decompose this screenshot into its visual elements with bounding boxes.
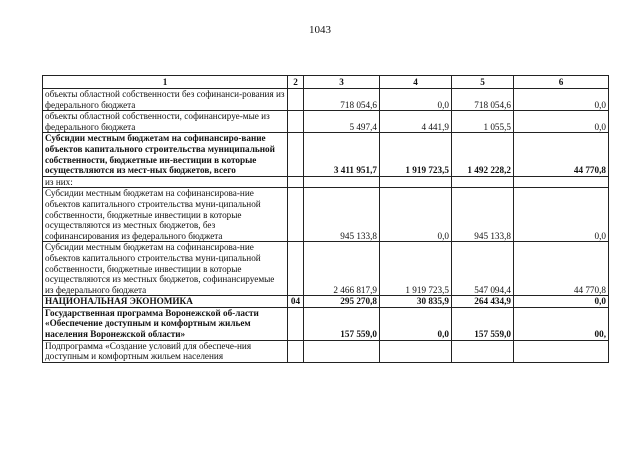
table-header-row: [43, 76, 609, 89]
row-total-cell: 3 411 951,7: [304, 133, 380, 176]
row-total-cell: 157 559,0: [304, 307, 380, 340]
table-row: [43, 340, 609, 362]
row-name-cell: Государственная программа Воронежской об-ласти «Обеспечение доступным и комфортным жильем населения Воронежской области»: [43, 307, 288, 340]
table-row: [43, 111, 609, 133]
row-code-cell: [288, 242, 304, 296]
row-name-cell: объекты областной собственности без софинанси-рования из федерального бюджета: [43, 89, 288, 111]
row-total-cell: [304, 340, 380, 362]
row-name-cell: НАЦИОНАЛЬНАЯ ЭКОНОМИКА: [43, 296, 288, 308]
row-name-cell: объекты областной собственности, софинансируе-мые из федерального бюджета: [43, 111, 288, 133]
table-row: [43, 296, 609, 308]
row-total-cell: [304, 176, 380, 188]
row-total-cell: 718 054,6: [304, 89, 380, 111]
row-federal-cell: 0,0: [380, 188, 452, 242]
row-federal-cell: [380, 340, 452, 362]
row-federal-cell: 1 919 723,5: [380, 133, 452, 176]
row-federal-cell: [380, 176, 452, 188]
budget-table: [42, 75, 609, 363]
row-other-cell: 00,: [514, 307, 609, 340]
row-federal-cell: 30 835,9: [380, 296, 452, 308]
row-other-cell: 0,0: [514, 111, 609, 133]
table-row: [43, 242, 609, 296]
row-other-cell: 0,0: [514, 188, 609, 242]
page-number: 1043: [309, 24, 331, 36]
row-regional-cell: 1 055,5: [452, 111, 514, 133]
row-code-cell: [288, 307, 304, 340]
row-other-cell: 0,0: [514, 89, 609, 111]
row-regional-cell: 945 133,8: [452, 188, 514, 242]
row-regional-cell: [452, 340, 514, 362]
row-code-cell: [288, 340, 304, 362]
row-code-cell: [288, 176, 304, 188]
row-other-cell: [514, 176, 609, 188]
row-name-cell: Подпрограмма «Создание условий для обеспече-ния доступным и комфортным жильем населения: [43, 340, 288, 362]
row-code-cell: 04: [288, 296, 304, 308]
row-federal-cell: 4 441,9: [380, 111, 452, 133]
row-regional-cell: 157 559,0: [452, 307, 514, 340]
table-row: [43, 176, 609, 188]
row-name-cell: Субсидии местным бюджетам на софинансиро-вание объектов капитального строительства муниципальной собственности, бюджетные ин-вестиции в которые осуществляются из мест-ных бюджетов, всего: [43, 133, 288, 176]
row-regional-cell: 718 054,6: [452, 89, 514, 111]
row-federal-cell: 0,0: [380, 89, 452, 111]
row-other-cell: 44 770,8: [514, 133, 609, 176]
row-name-cell: Субсидии местным бюджетам на софинансирова-ние объектов капитального строительства муни-ципальной собственности, бюджетные инвестиции в которые осуществляются из местных бюджетов, без софинансирования из федерального бюджета: [43, 188, 288, 242]
row-federal-cell: 1 919 723,5: [380, 242, 452, 296]
row-name-cell: из них:: [43, 176, 288, 188]
table-row: [43, 307, 609, 340]
row-total-cell: 945 133,8: [304, 188, 380, 242]
header-cell: 5: [452, 76, 514, 89]
row-total-cell: 295 270,8: [304, 296, 380, 308]
row-code-cell: [288, 89, 304, 111]
header-cell: 2: [288, 76, 304, 89]
table-row: [43, 89, 609, 111]
row-code-cell: [288, 133, 304, 176]
row-total-cell: 2 466 817,9: [304, 242, 380, 296]
row-other-cell: 44 770,8: [514, 242, 609, 296]
header-cell: 4: [380, 76, 452, 89]
row-total-cell: 5 497,4: [304, 111, 380, 133]
table-row: [43, 133, 609, 176]
row-other-cell: [514, 340, 609, 362]
header-cell: 6: [514, 76, 609, 89]
row-regional-cell: 547 094,4: [452, 242, 514, 296]
row-regional-cell: 1 492 228,2: [452, 133, 514, 176]
row-federal-cell: 0,0: [380, 307, 452, 340]
header-cell: 3: [304, 76, 380, 89]
row-regional-cell: [452, 176, 514, 188]
header-cell: 1: [43, 76, 288, 89]
row-other-cell: 0,0: [514, 296, 609, 308]
table-row: [43, 188, 609, 242]
row-code-cell: [288, 188, 304, 242]
row-code-cell: [288, 111, 304, 133]
row-regional-cell: 264 434,9: [452, 296, 514, 308]
row-name-cell: Субсидии местным бюджетам на софинансирова-ние объектов капитального строительства муни-ципальной собственности, бюджетные инвестиции в которые осуществляются из местных бюджетов, софинансируемые из федерального бюджета: [43, 242, 288, 296]
